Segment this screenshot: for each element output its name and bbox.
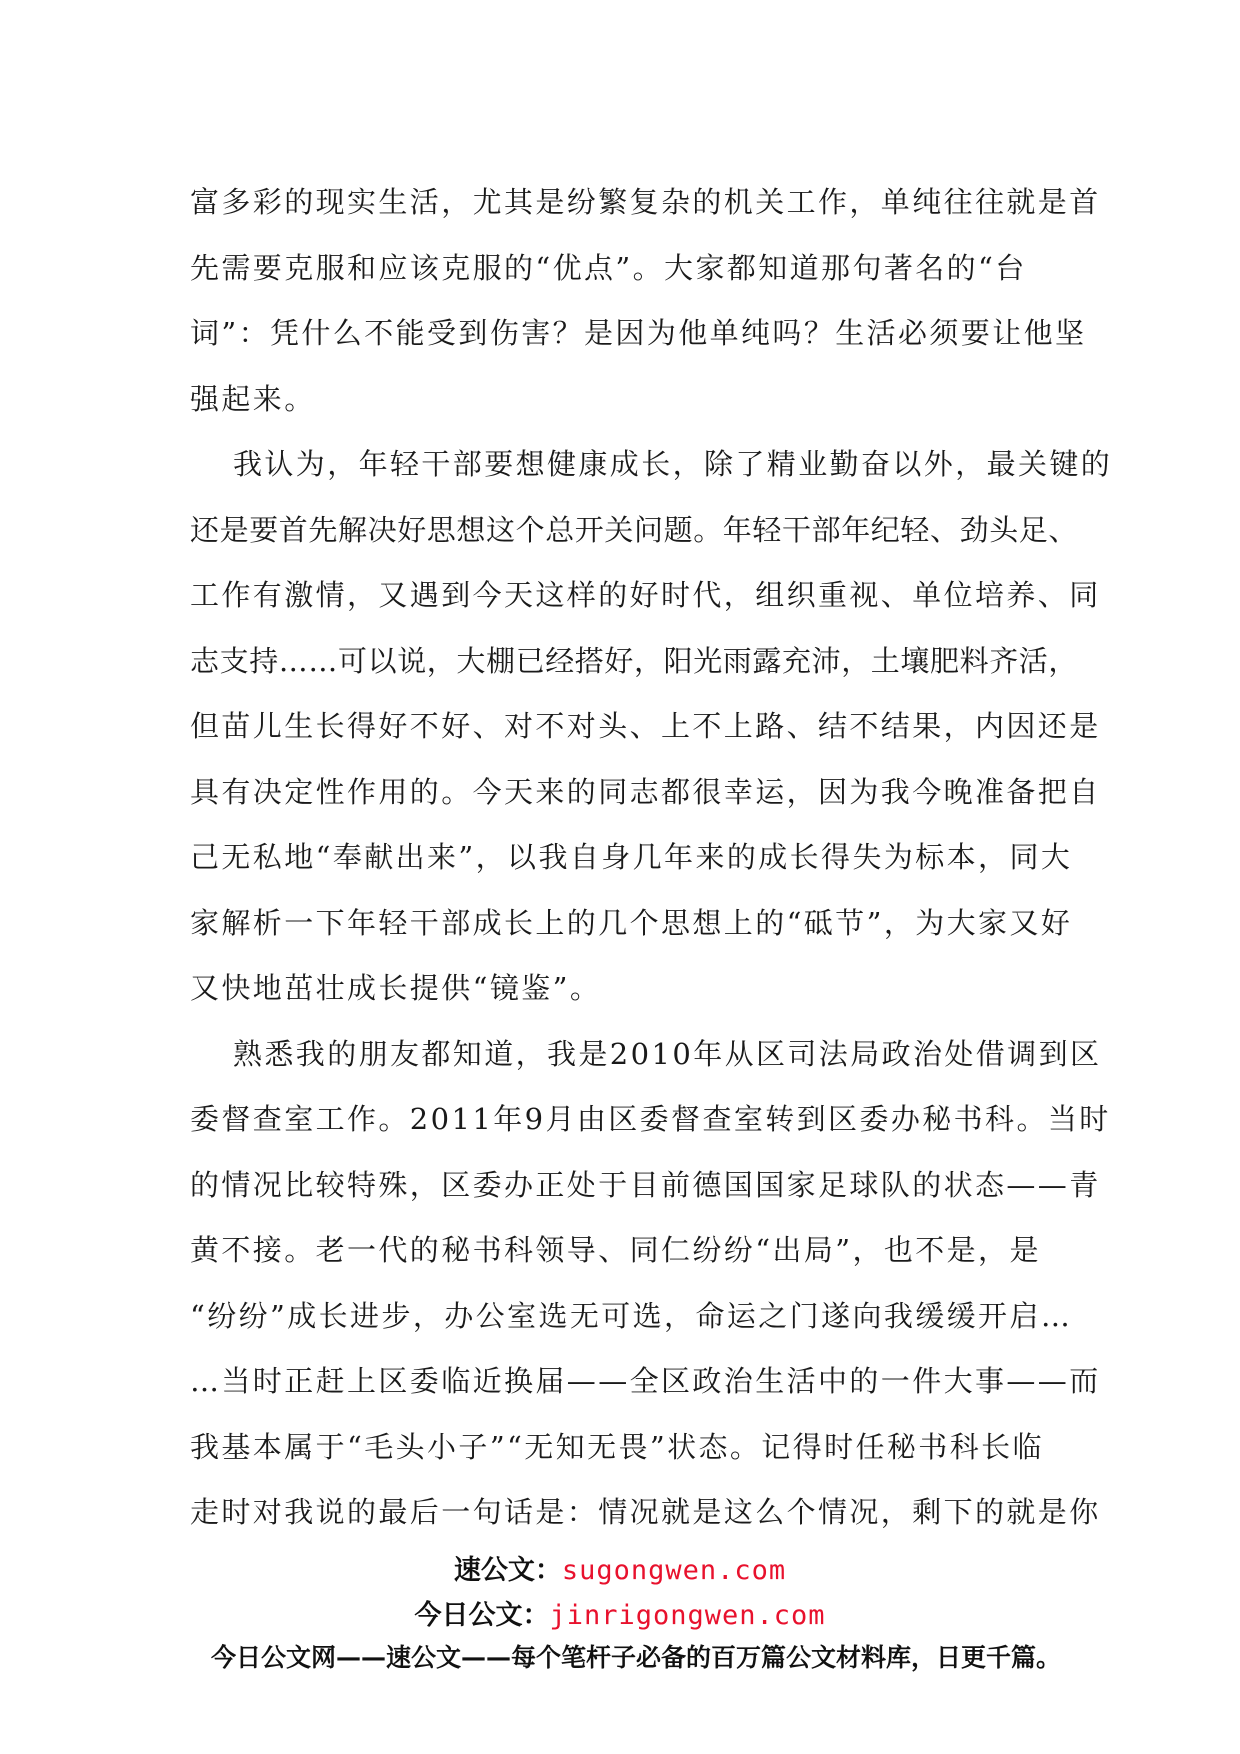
text-line: 走时对我说的最后一句话是：情况就是这么个情况，剩下的就是你 — [190, 1495, 1101, 1529]
text-line: 委督查室工作。2011年9月由区委督查室转到区委办秘书科。当时 — [190, 1102, 1111, 1136]
paragraph-start-line: 熟悉我的朋友都知道，我是2010年从区司法局政治处借调到区 — [233, 1036, 1102, 1071]
text-line: 黄不接。老一代的秘书科领导、同仁纷纷“出局”，也不是，是 — [190, 1233, 1041, 1267]
text-line: 家解析一下年轻干部成长上的几个思想上的“砥节”，为大家又好 — [190, 905, 1073, 940]
sugongwen-link[interactable]: sugongwen.com — [561, 1555, 787, 1586]
paragraph-start-line: 我认为，年轻干部要想健康成长，除了精业勤奋以外，最关键的 — [233, 447, 1113, 481]
text-line: 先需要克服和应该克服的“优点”。大家都知道那句著名的“台 — [190, 250, 1027, 285]
text-line: 但苗儿生长得好不好、对不对头、上不上路、结不结果，内因还是 — [190, 709, 1101, 743]
footer-slogan: 今日公文网——速公文——每个笔杆子必备的百万篇公文材料库，日更千篇。 — [210, 1643, 1061, 1672]
footer-sugongwen — [0, 1548, 1240, 1587]
text-line: 工作有激情，又遇到今天这样的好时代，组织重视、单位培养、同 — [190, 578, 1101, 612]
text-line: 志支持……可以说，大棚已经搭好，阳光雨露充沛，土壤肥料齐活， — [190, 643, 1079, 678]
text-line: 我基本属于“毛头小子”“无知无畏”状态。记得时任秘书科长临 — [190, 1429, 1044, 1464]
text-line: 强起来。 — [190, 381, 316, 416]
text-line: 的情况比较特殊，区委办正处于目前德国国家足球队的状态——青 — [190, 1167, 1101, 1202]
text-line: 又快地茁壮成长提供“镜鉴”。 — [190, 971, 602, 1005]
text-line: 富多彩的现实生活，尤其是纷繁复杂的机关工作，单纯往往就是首 — [190, 185, 1101, 219]
text-line: 己无私地“奉献出来”，以我自身几年来的成长得失为标本，同大 — [190, 840, 1073, 874]
document-body — [190, 170, 1113, 1546]
text-line: …当时正赶上区委临近换届——全区政治生活中的一件大事——而 — [190, 1364, 1101, 1398]
text-line: 具有决定性作用的。今天来的同志都很幸运，因为我今晚准备把自 — [190, 774, 1101, 809]
footer-jinrigongwen — [0, 1593, 1240, 1632]
text-line: 词”：凭什么不能受到伤害？是因为他单纯吗？生活必须要让他坚 — [190, 316, 1087, 350]
jinrigongwen-link[interactable]: jinrigongwen.com — [549, 1600, 826, 1631]
footer-label-jinrigongwen: 今日公文： — [414, 1600, 550, 1631]
text-line: “纷纷”成长进步，办公室选无可选，命运之门遂向我缓缓开启… — [190, 1298, 1073, 1333]
footer-label-sugongwen: 速公文： — [453, 1555, 562, 1586]
text-line: 还是要首先解决好思想这个总开关问题。年轻干部年纪轻、劲头足、 — [190, 512, 1079, 547]
